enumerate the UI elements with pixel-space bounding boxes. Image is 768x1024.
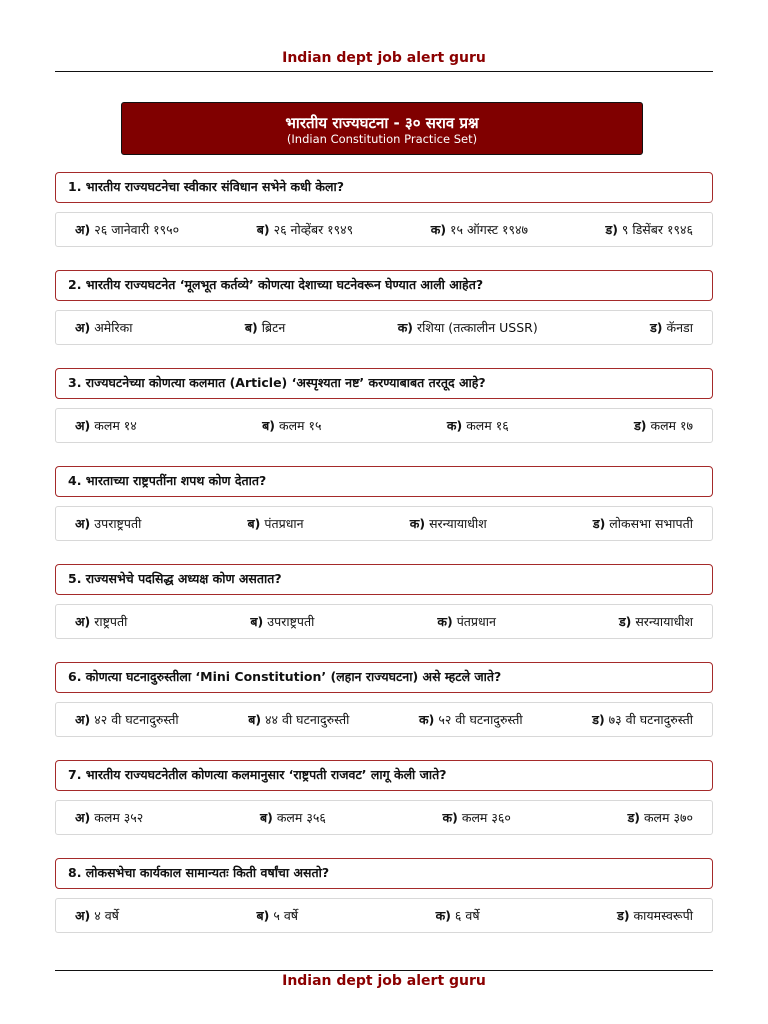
option-text: ४४ वी घटनादुरुस्ती (265, 712, 350, 727)
option-label: ड) (650, 320, 663, 335)
option-label: अ) (75, 516, 91, 531)
answer-option[interactable] (650, 319, 693, 336)
option-text: २६ नोव्हेंबर १९४९ (273, 222, 354, 237)
option-label: अ) (75, 222, 91, 237)
option-label: क) (409, 516, 426, 531)
answer-option[interactable] (410, 515, 487, 532)
option-text: ५ वर्षे (273, 908, 298, 923)
option-text: कलम ३५६ (276, 810, 326, 825)
option-label: क) (435, 908, 451, 923)
option-label: क) (442, 810, 458, 825)
option-text: कायमस्वरूपी (633, 908, 693, 923)
option-label: ड) (634, 418, 647, 433)
page-subtitle: (Indian Constitution Practice Set) (286, 132, 478, 146)
option-label: क) (397, 320, 414, 335)
options-row (55, 898, 713, 933)
option-text: कलम १५ (278, 418, 322, 433)
option-text: ब्रिटन (261, 320, 286, 335)
option-label: अ) (75, 320, 91, 335)
option-label: ड) (617, 908, 630, 923)
option-text: कलम १७ (650, 418, 693, 433)
option-text: ९ डिसेंबर १९४६ (621, 222, 693, 237)
question-block (55, 172, 713, 270)
answer-option[interactable] (593, 515, 693, 532)
option-label: अ) (75, 712, 91, 727)
answer-option[interactable] (437, 613, 496, 630)
option-text: सरन्यायाधीश (429, 516, 487, 531)
header-divider (55, 71, 713, 72)
options-row (55, 506, 713, 541)
option-text: ४ वर्षे (94, 908, 119, 923)
option-text: ५२ वी घटनादुरुस्ती (438, 712, 523, 727)
options-row (55, 702, 713, 737)
answer-option[interactable] (447, 417, 509, 434)
answer-option[interactable] (617, 907, 693, 924)
answer-option[interactable] (431, 221, 528, 238)
option-label: अ) (75, 418, 91, 433)
question-text: 8. लोकसभेचा कार्यकाल सामान्यतः किती वर्षांचा असतो? (55, 858, 713, 889)
option-label: अ) (75, 908, 91, 923)
answer-option[interactable] (75, 613, 127, 630)
question-block (55, 466, 713, 564)
option-text: पंतप्रधान (456, 614, 496, 629)
option-label: ब) (244, 320, 258, 335)
options-row (55, 408, 713, 443)
question-block (55, 760, 713, 858)
answer-option[interactable] (75, 417, 137, 434)
option-text: २६ जानेवारी १९५० (94, 222, 180, 237)
answer-option[interactable] (257, 221, 353, 238)
question-block (55, 858, 713, 956)
answer-option[interactable] (606, 221, 693, 238)
answer-option[interactable] (75, 319, 132, 336)
answer-option[interactable] (75, 711, 179, 728)
option-text: राष्ट्रपती (94, 614, 128, 629)
answer-option[interactable] (628, 809, 693, 826)
option-text: ४२ वी घटनादुरुस्ती (94, 712, 179, 727)
question-text: 6. कोणत्या घटनादुरुस्तीला ‘Mini Constitution’ (लहान राज्यघटना) असे म्हटले जाते? (55, 662, 713, 693)
option-text: कलम १४ (94, 418, 137, 433)
option-label: ड) (605, 222, 618, 237)
option-text: कलम ३६० (461, 810, 511, 825)
option-text: ७३ वी घटनादुरुस्ती (608, 712, 693, 727)
question-text: 3. राज्यघटनेच्या कोणत्या कलमात (Article) ‘अस्पृश्यता नष्ट’ करण्याबाबत तरतूद आहे? (55, 368, 713, 399)
question-text: 2. भारतीय राज्यघटनेत ‘मूलभूत कर्तव्ये’ कोणत्या देशाच्या घटनेवरून घेण्यात आली आहेत? (55, 270, 713, 301)
question-list (55, 172, 713, 956)
option-label: क) (437, 614, 453, 629)
option-label: ब) (259, 810, 273, 825)
options-row (55, 800, 713, 835)
question-text: 7. भारतीय राज्यघटनेतील कोणत्या कलमानुसार ‘राष्ट्रपती राजवट’ लागू केली जाते? (55, 760, 713, 791)
answer-option[interactable] (634, 417, 693, 434)
option-text: १५ ऑगस्ट १९४७ (450, 222, 528, 237)
answer-option[interactable] (75, 221, 179, 238)
answer-option[interactable] (245, 319, 285, 336)
question-block (55, 662, 713, 760)
answer-option[interactable] (398, 319, 538, 336)
option-text: उपराष्ट्रपती (94, 516, 142, 531)
answer-option[interactable] (257, 907, 299, 924)
answer-option[interactable] (75, 515, 141, 532)
question-text: 4. भारताच्या राष्ट्रपतींना शपथ कोण देतात? (55, 466, 713, 497)
option-label: ब) (250, 614, 264, 629)
option-label: ब) (262, 418, 275, 433)
answer-option[interactable] (592, 711, 693, 728)
options-row (55, 310, 713, 345)
option-text: रशिया (तत्कालीन USSR) (417, 320, 538, 335)
option-label: ब) (247, 516, 261, 531)
options-row (55, 604, 713, 639)
option-text: कॅनडा (666, 320, 693, 335)
option-text: उपराष्ट्रपती (267, 614, 315, 629)
option-label: ड) (627, 810, 640, 825)
answer-option[interactable] (436, 907, 480, 924)
answer-option[interactable] (260, 809, 326, 826)
title-banner (121, 102, 643, 155)
question-text: 5. राज्यसभेचे पदसिद्ध अध्यक्ष कोण असतात? (55, 564, 713, 595)
footer-divider (55, 970, 713, 971)
answer-option[interactable] (248, 711, 349, 728)
option-text: कलम ३७० (643, 810, 693, 825)
question-text: 1. भारतीय राज्यघटनेचा स्वीकार संविधान सभेने कधी केला? (55, 172, 713, 203)
option-label: ब) (256, 222, 270, 237)
answer-option[interactable] (250, 613, 314, 630)
option-label: ब) (248, 712, 262, 727)
options-row (55, 212, 713, 247)
question-block (55, 368, 713, 466)
question-block (55, 564, 713, 662)
option-text: अमेरिका (94, 320, 133, 335)
option-label: ब) (256, 908, 270, 923)
answer-option[interactable] (419, 711, 523, 728)
answer-option[interactable] (619, 613, 693, 630)
option-label: अ) (75, 810, 91, 825)
option-text: सरन्यायाधीश (635, 614, 693, 629)
option-text: कलम १६ (466, 418, 509, 433)
option-label: अ) (75, 614, 91, 629)
option-text: ६ वर्षे (454, 908, 480, 923)
option-text: पंतप्रधान (264, 516, 304, 531)
answer-option[interactable] (75, 907, 119, 924)
option-label: ड) (592, 712, 605, 727)
answer-option[interactable] (248, 515, 304, 532)
option-label: क) (419, 712, 435, 727)
question-block (55, 270, 713, 368)
option-text: कलम ३५२ (94, 810, 144, 825)
site-header: Indian dept job alert guru (282, 50, 486, 66)
option-text: लोकसभा सभापती (609, 516, 693, 531)
option-label: ड) (618, 614, 632, 629)
option-label: क) (430, 222, 447, 237)
option-label: क) (446, 418, 463, 433)
answer-option[interactable] (75, 809, 143, 826)
answer-option[interactable] (262, 417, 321, 434)
option-label: ड) (592, 516, 606, 531)
site-footer: Indian dept job alert guru (282, 973, 486, 989)
answer-option[interactable] (443, 809, 511, 826)
page-title: भारतीय राज्यघटना - ३० सराव प्रश्न (285, 114, 479, 132)
